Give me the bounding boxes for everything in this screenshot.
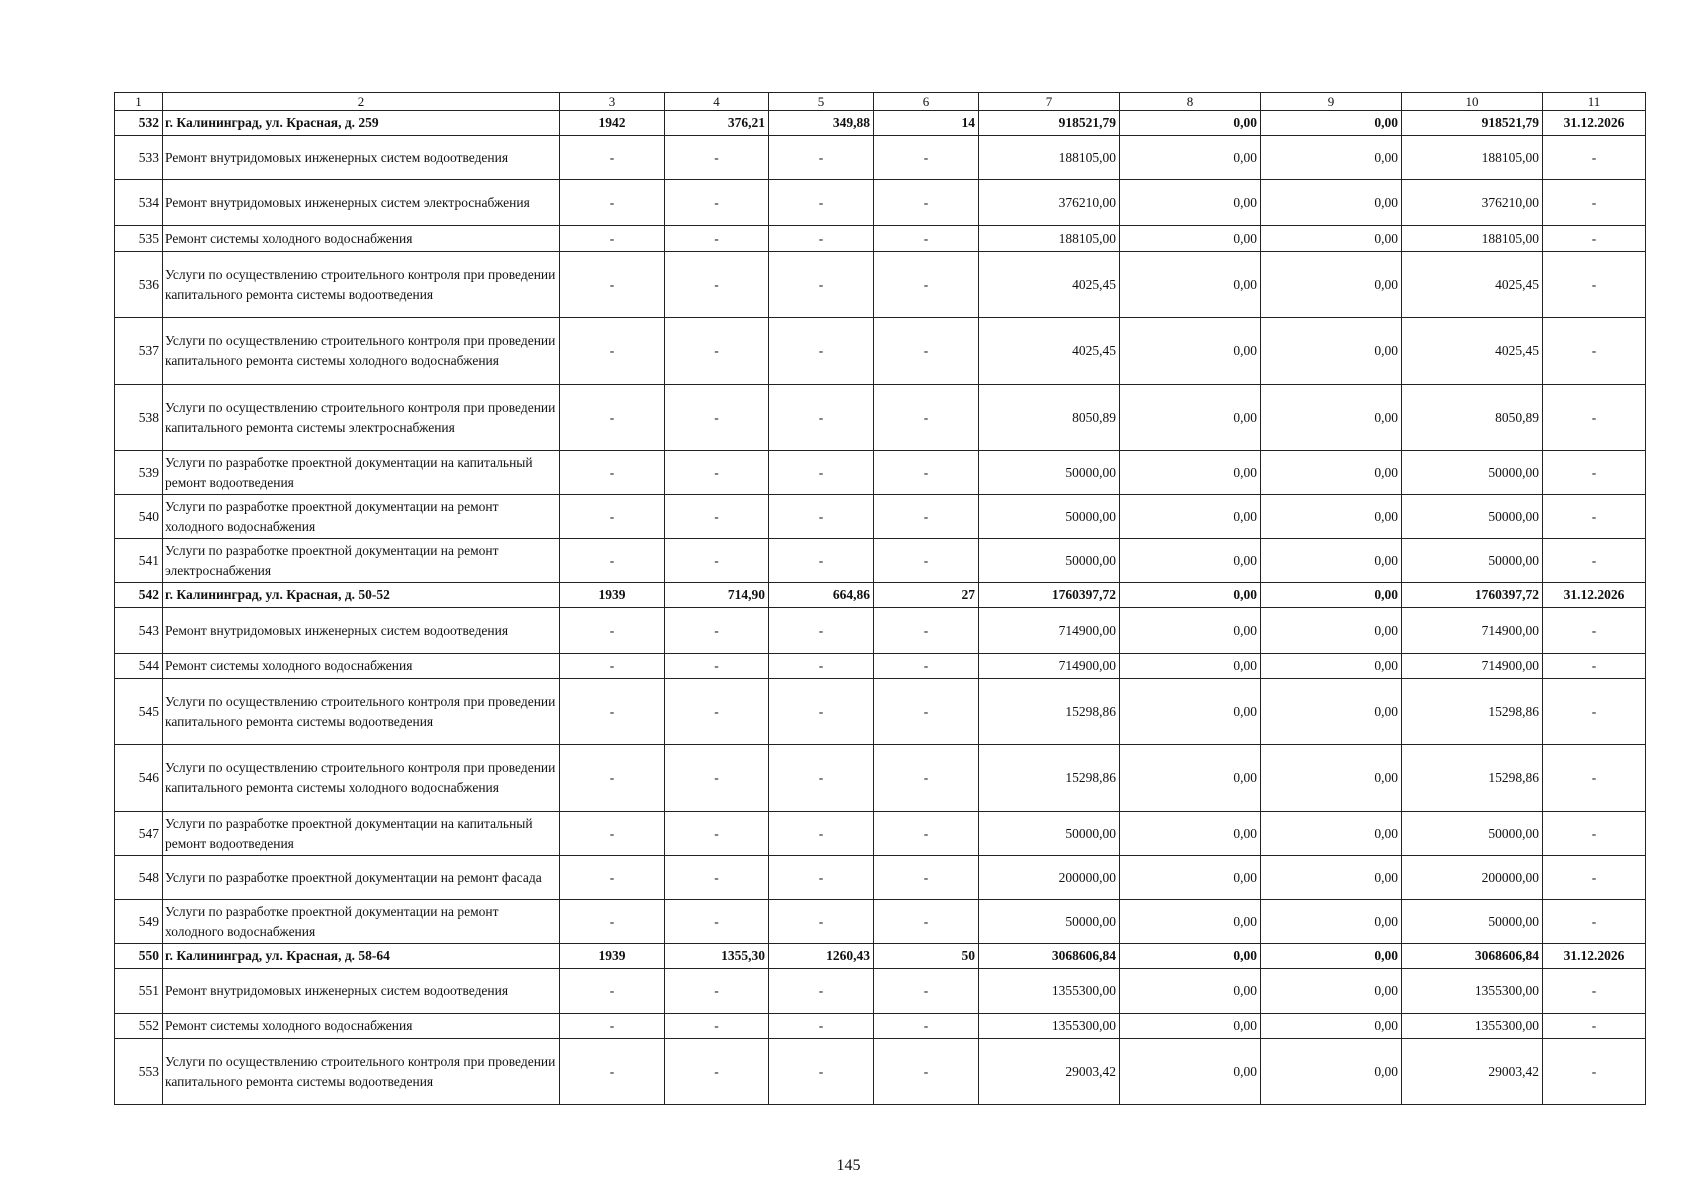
total-cost-cell: 50000,00: [979, 451, 1120, 495]
row-number-cell: 537: [115, 318, 163, 385]
living-area-cell: -: [769, 136, 874, 180]
living-area-cell: -: [769, 180, 874, 226]
total-area-cell: -: [665, 1014, 769, 1039]
residents-cell: -: [874, 318, 979, 385]
row-number-cell: 546: [115, 745, 163, 812]
work-description-cell: Услуги по разработке проектной документации на капитальный ремонт водоотведения: [163, 812, 560, 856]
residents-cell: -: [874, 252, 979, 318]
row-number-cell: 540: [115, 495, 163, 539]
address-row: [115, 583, 1646, 608]
completion-date-cell: -: [1543, 1014, 1646, 1039]
work-description-cell: Ремонт внутридомовых инженерных систем водоотведения: [163, 608, 560, 654]
total-area-cell: -: [665, 451, 769, 495]
work-row: [115, 252, 1646, 318]
year-cell: -: [560, 1039, 665, 1105]
total-cost-cell: 50000,00: [979, 900, 1120, 944]
budget-cost-cell: 0,00: [1261, 495, 1402, 539]
total-area-cell: -: [665, 252, 769, 318]
year-cell: -: [560, 539, 665, 583]
row-number-cell: 535: [115, 226, 163, 252]
row-number-cell: 548: [115, 856, 163, 900]
year-cell: -: [560, 856, 665, 900]
work-row: [115, 539, 1646, 583]
owner-funds-cell: 50000,00: [1402, 812, 1543, 856]
work-description-cell: Ремонт системы холодного водоснабжения: [163, 1014, 560, 1039]
total-area-cell: -: [665, 136, 769, 180]
living-area-cell: -: [769, 385, 874, 451]
residents-cell: -: [874, 136, 979, 180]
capital-repair-table: [114, 92, 1646, 1105]
budget-cost-cell: 0,00: [1261, 1039, 1402, 1105]
budget-cost-cell: 0,00: [1261, 252, 1402, 318]
address-row: [115, 111, 1646, 136]
total-cost-cell: 1355300,00: [979, 969, 1120, 1014]
budget-cost-cell: 0,00: [1261, 1014, 1402, 1039]
budget-cost-cell: 0,00: [1261, 318, 1402, 385]
residents-cell: -: [874, 679, 979, 745]
owner-funds-cell: 918521,79: [1402, 111, 1543, 136]
row-number-cell: 534: [115, 180, 163, 226]
work-description-cell: Услуги по разработке проектной документации на ремонт холодного водоснабжения: [163, 495, 560, 539]
fund-cost-cell: 0,00: [1120, 180, 1261, 226]
living-area-cell: -: [769, 318, 874, 385]
living-area-cell: -: [769, 745, 874, 812]
total-area-cell: -: [665, 318, 769, 385]
total-area-cell: 714,90: [665, 583, 769, 608]
completion-date-cell: -: [1543, 1039, 1646, 1105]
fund-cost-cell: 0,00: [1120, 608, 1261, 654]
completion-date-cell: -: [1543, 812, 1646, 856]
row-number-cell: 545: [115, 679, 163, 745]
completion-date-cell: 31.12.2026: [1543, 583, 1646, 608]
residents-cell: 50: [874, 944, 979, 969]
owner-funds-cell: 50000,00: [1402, 495, 1543, 539]
completion-date-cell: -: [1543, 539, 1646, 583]
total-cost-cell: 714900,00: [979, 654, 1120, 679]
residents-cell: -: [874, 226, 979, 252]
total-cost-cell: 188105,00: [979, 226, 1120, 252]
completion-date-cell: -: [1543, 451, 1646, 495]
living-area-cell: -: [769, 1014, 874, 1039]
work-row: [115, 136, 1646, 180]
fund-cost-cell: 0,00: [1120, 679, 1261, 745]
row-number-cell: 544: [115, 654, 163, 679]
owner-funds-cell: 714900,00: [1402, 654, 1543, 679]
completion-date-cell: 31.12.2026: [1543, 111, 1646, 136]
completion-date-cell: -: [1543, 136, 1646, 180]
row-number-cell: 551: [115, 969, 163, 1014]
budget-cost-cell: 0,00: [1261, 745, 1402, 812]
owner-funds-cell: 1355300,00: [1402, 969, 1543, 1014]
living-area-cell: 349,88: [769, 111, 874, 136]
fund-cost-cell: 0,00: [1120, 900, 1261, 944]
total-cost-cell: 200000,00: [979, 856, 1120, 900]
work-row: [115, 385, 1646, 451]
year-cell: -: [560, 1014, 665, 1039]
year-cell: -: [560, 969, 665, 1014]
owner-funds-cell: 15298,86: [1402, 679, 1543, 745]
total-area-cell: -: [665, 495, 769, 539]
fund-cost-cell: 0,00: [1120, 451, 1261, 495]
header-cell: 2: [163, 93, 560, 111]
year-cell: -: [560, 136, 665, 180]
residents-cell: -: [874, 180, 979, 226]
completion-date-cell: -: [1543, 226, 1646, 252]
total-cost-cell: 50000,00: [979, 495, 1120, 539]
residents-cell: -: [874, 539, 979, 583]
budget-cost-cell: 0,00: [1261, 608, 1402, 654]
work-row: [115, 226, 1646, 252]
fund-cost-cell: 0,00: [1120, 745, 1261, 812]
fund-cost-cell: 0,00: [1120, 136, 1261, 180]
living-area-cell: 664,86: [769, 583, 874, 608]
header-cell: 5: [769, 93, 874, 111]
row-number-cell: 541: [115, 539, 163, 583]
row-number-cell: 550: [115, 944, 163, 969]
work-row: [115, 969, 1646, 1014]
year-cell: -: [560, 608, 665, 654]
page-number: 145: [836, 1157, 861, 1174]
table-body: [115, 93, 1646, 1105]
work-description-cell: Ремонт системы холодного водоснабжения: [163, 226, 560, 252]
budget-cost-cell: 0,00: [1261, 969, 1402, 1014]
work-description-cell: Услуги по разработке проектной документации на капитальный ремонт водоотведения: [163, 451, 560, 495]
residents-cell: 14: [874, 111, 979, 136]
fund-cost-cell: 0,00: [1120, 1039, 1261, 1105]
year-cell: -: [560, 385, 665, 451]
row-number-cell: 543: [115, 608, 163, 654]
year-cell: -: [560, 318, 665, 385]
budget-cost-cell: 0,00: [1261, 180, 1402, 226]
year-cell: -: [560, 679, 665, 745]
work-description-cell: Услуги по осуществлению строительного контроля при проведении капитального ремонта системы электроснабжения: [163, 385, 560, 451]
total-area-cell: -: [665, 539, 769, 583]
owner-funds-cell: 15298,86: [1402, 745, 1543, 812]
residents-cell: -: [874, 745, 979, 812]
living-area-cell: -: [769, 226, 874, 252]
budget-cost-cell: 0,00: [1261, 136, 1402, 180]
living-area-cell: -: [769, 812, 874, 856]
budget-cost-cell: 0,00: [1261, 451, 1402, 495]
completion-date-cell: -: [1543, 318, 1646, 385]
living-area-cell: -: [769, 539, 874, 583]
year-cell: 1939: [560, 944, 665, 969]
work-description-cell: Ремонт системы холодного водоснабжения: [163, 654, 560, 679]
completion-date-cell: -: [1543, 385, 1646, 451]
budget-cost-cell: 0,00: [1261, 583, 1402, 608]
budget-cost-cell: 0,00: [1261, 856, 1402, 900]
completion-date-cell: -: [1543, 252, 1646, 318]
total-cost-cell: 3068606,84: [979, 944, 1120, 969]
living-area-cell: -: [769, 451, 874, 495]
total-area-cell: -: [665, 1039, 769, 1105]
work-description-cell: Услуги по осуществлению строительного контроля при проведении капитального ремонта системы водоотведения: [163, 1039, 560, 1105]
owner-funds-cell: 4025,45: [1402, 252, 1543, 318]
total-cost-cell: 29003,42: [979, 1039, 1120, 1105]
residents-cell: -: [874, 495, 979, 539]
header-cell: 7: [979, 93, 1120, 111]
work-description-cell: Услуги по разработке проектной документации на ремонт электроснабжения: [163, 539, 560, 583]
work-description-cell: г. Калининград, ул. Красная, д. 50-52: [163, 583, 560, 608]
owner-funds-cell: 50000,00: [1402, 451, 1543, 495]
residents-cell: -: [874, 385, 979, 451]
header-cell: 11: [1543, 93, 1646, 111]
total-cost-cell: 50000,00: [979, 539, 1120, 583]
total-area-cell: -: [665, 654, 769, 679]
owner-funds-cell: 714900,00: [1402, 608, 1543, 654]
work-row: [115, 180, 1646, 226]
completion-date-cell: -: [1543, 180, 1646, 226]
total-area-cell: -: [665, 385, 769, 451]
budget-cost-cell: 0,00: [1261, 900, 1402, 944]
fund-cost-cell: 0,00: [1120, 654, 1261, 679]
owner-funds-cell: 188105,00: [1402, 136, 1543, 180]
fund-cost-cell: 0,00: [1120, 226, 1261, 252]
total-area-cell: -: [665, 608, 769, 654]
year-cell: 1939: [560, 583, 665, 608]
header-cell: 8: [1120, 93, 1261, 111]
work-description-cell: Услуги по осуществлению строительного контроля при проведении капитального ремонта системы водоотведения: [163, 252, 560, 318]
fund-cost-cell: 0,00: [1120, 495, 1261, 539]
owner-funds-cell: 200000,00: [1402, 856, 1543, 900]
header-cell: 10: [1402, 93, 1543, 111]
living-area-cell: -: [769, 608, 874, 654]
work-row: [115, 654, 1646, 679]
year-cell: -: [560, 900, 665, 944]
work-row: [115, 679, 1646, 745]
row-number-cell: 547: [115, 812, 163, 856]
row-number-cell: 553: [115, 1039, 163, 1105]
owner-funds-cell: 50000,00: [1402, 900, 1543, 944]
total-area-cell: -: [665, 180, 769, 226]
work-description-cell: г. Калининград, ул. Красная, д. 58-64: [163, 944, 560, 969]
year-cell: -: [560, 495, 665, 539]
residents-cell: -: [874, 856, 979, 900]
work-row: [115, 608, 1646, 654]
work-description-cell: Ремонт внутридомовых инженерных систем водоотведения: [163, 969, 560, 1014]
residents-cell: -: [874, 1014, 979, 1039]
residents-cell: -: [874, 812, 979, 856]
fund-cost-cell: 0,00: [1120, 944, 1261, 969]
total-cost-cell: 188105,00: [979, 136, 1120, 180]
completion-date-cell: -: [1543, 495, 1646, 539]
budget-cost-cell: 0,00: [1261, 111, 1402, 136]
year-cell: -: [560, 226, 665, 252]
budget-cost-cell: 0,00: [1261, 385, 1402, 451]
year-cell: -: [560, 451, 665, 495]
year-cell: -: [560, 745, 665, 812]
completion-date-cell: 31.12.2026: [1543, 944, 1646, 969]
owner-funds-cell: 376210,00: [1402, 180, 1543, 226]
fund-cost-cell: 0,00: [1120, 111, 1261, 136]
work-description-cell: Услуги по осуществлению строительного контроля при проведении капитального ремонта системы холодного водоснабжения: [163, 318, 560, 385]
living-area-cell: -: [769, 654, 874, 679]
owner-funds-cell: 8050,89: [1402, 385, 1543, 451]
total-cost-cell: 4025,45: [979, 318, 1120, 385]
total-area-cell: -: [665, 745, 769, 812]
work-row: [115, 451, 1646, 495]
living-area-cell: -: [769, 252, 874, 318]
living-area-cell: 1260,43: [769, 944, 874, 969]
budget-cost-cell: 0,00: [1261, 944, 1402, 969]
work-row: [115, 812, 1646, 856]
work-description-cell: Услуги по осуществлению строительного контроля при проведении капитального ремонта системы водоотведения: [163, 679, 560, 745]
work-row: [115, 1014, 1646, 1039]
residents-cell: -: [874, 654, 979, 679]
total-cost-cell: 15298,86: [979, 679, 1120, 745]
residents-cell: 27: [874, 583, 979, 608]
column-number-header-row: [115, 93, 1646, 111]
total-area-cell: -: [665, 679, 769, 745]
fund-cost-cell: 0,00: [1120, 583, 1261, 608]
fund-cost-cell: 0,00: [1120, 812, 1261, 856]
budget-cost-cell: 0,00: [1261, 812, 1402, 856]
year-cell: 1942: [560, 111, 665, 136]
fund-cost-cell: 0,00: [1120, 969, 1261, 1014]
row-number-cell: 539: [115, 451, 163, 495]
residents-cell: -: [874, 608, 979, 654]
fund-cost-cell: 0,00: [1120, 385, 1261, 451]
fund-cost-cell: 0,00: [1120, 539, 1261, 583]
header-cell: 9: [1261, 93, 1402, 111]
year-cell: -: [560, 180, 665, 226]
row-number-cell: 533: [115, 136, 163, 180]
total-cost-cell: 4025,45: [979, 252, 1120, 318]
year-cell: -: [560, 654, 665, 679]
completion-date-cell: -: [1543, 969, 1646, 1014]
work-row: [115, 745, 1646, 812]
total-area-cell: -: [665, 856, 769, 900]
fund-cost-cell: 0,00: [1120, 318, 1261, 385]
work-row: [115, 856, 1646, 900]
completion-date-cell: -: [1543, 856, 1646, 900]
total-cost-cell: 376210,00: [979, 180, 1120, 226]
residents-cell: -: [874, 900, 979, 944]
completion-date-cell: -: [1543, 745, 1646, 812]
owner-funds-cell: 50000,00: [1402, 539, 1543, 583]
living-area-cell: -: [769, 856, 874, 900]
row-number-cell: 538: [115, 385, 163, 451]
header-cell: 6: [874, 93, 979, 111]
work-row: [115, 318, 1646, 385]
work-description-cell: г. Калининград, ул. Красная, д. 259: [163, 111, 560, 136]
owner-funds-cell: 29003,42: [1402, 1039, 1543, 1105]
completion-date-cell: -: [1543, 608, 1646, 654]
residents-cell: -: [874, 451, 979, 495]
total-cost-cell: 1355300,00: [979, 1014, 1120, 1039]
total-cost-cell: 1760397,72: [979, 583, 1120, 608]
fund-cost-cell: 0,00: [1120, 252, 1261, 318]
living-area-cell: -: [769, 1039, 874, 1105]
budget-cost-cell: 0,00: [1261, 679, 1402, 745]
residents-cell: -: [874, 1039, 979, 1105]
completion-date-cell: -: [1543, 900, 1646, 944]
work-description-cell: Услуги по разработке проектной документации на ремонт холодного водоснабжения: [163, 900, 560, 944]
total-area-cell: -: [665, 226, 769, 252]
work-description-cell: Ремонт внутридомовых инженерных систем электроснабжения: [163, 180, 560, 226]
year-cell: -: [560, 812, 665, 856]
fund-cost-cell: 0,00: [1120, 856, 1261, 900]
address-row: [115, 944, 1646, 969]
owner-funds-cell: 188105,00: [1402, 226, 1543, 252]
total-area-cell: -: [665, 969, 769, 1014]
header-cell: 4: [665, 93, 769, 111]
row-number-cell: 552: [115, 1014, 163, 1039]
completion-date-cell: -: [1543, 679, 1646, 745]
work-row: [115, 1039, 1646, 1105]
work-description-cell: Услуги по осуществлению строительного контроля при проведении капитального ремонта системы холодного водоснабжения: [163, 745, 560, 812]
living-area-cell: -: [769, 679, 874, 745]
budget-cost-cell: 0,00: [1261, 539, 1402, 583]
total-cost-cell: 8050,89: [979, 385, 1120, 451]
row-number-cell: 542: [115, 583, 163, 608]
owner-funds-cell: 1760397,72: [1402, 583, 1543, 608]
row-number-cell: 549: [115, 900, 163, 944]
living-area-cell: -: [769, 969, 874, 1014]
total-area-cell: 1355,30: [665, 944, 769, 969]
total-cost-cell: 918521,79: [979, 111, 1120, 136]
row-number-cell: 536: [115, 252, 163, 318]
fund-cost-cell: 0,00: [1120, 1014, 1261, 1039]
living-area-cell: -: [769, 495, 874, 539]
header-cell: 1: [115, 93, 163, 111]
completion-date-cell: -: [1543, 654, 1646, 679]
total-area-cell: -: [665, 812, 769, 856]
budget-cost-cell: 0,00: [1261, 226, 1402, 252]
total-area-cell: 376,21: [665, 111, 769, 136]
residents-cell: -: [874, 969, 979, 1014]
work-row: [115, 495, 1646, 539]
total-cost-cell: 50000,00: [979, 812, 1120, 856]
owner-funds-cell: 4025,45: [1402, 318, 1543, 385]
header-cell: 3: [560, 93, 665, 111]
work-description-cell: Ремонт внутридомовых инженерных систем водоотведения: [163, 136, 560, 180]
owner-funds-cell: 3068606,84: [1402, 944, 1543, 969]
work-row: [115, 900, 1646, 944]
living-area-cell: -: [769, 900, 874, 944]
total-area-cell: -: [665, 900, 769, 944]
total-cost-cell: 15298,86: [979, 745, 1120, 812]
budget-cost-cell: 0,00: [1261, 654, 1402, 679]
total-cost-cell: 714900,00: [979, 608, 1120, 654]
row-number-cell: 532: [115, 111, 163, 136]
year-cell: -: [560, 252, 665, 318]
owner-funds-cell: 1355300,00: [1402, 1014, 1543, 1039]
work-description-cell: Услуги по разработке проектной документации на ремонт фасада: [163, 856, 560, 900]
